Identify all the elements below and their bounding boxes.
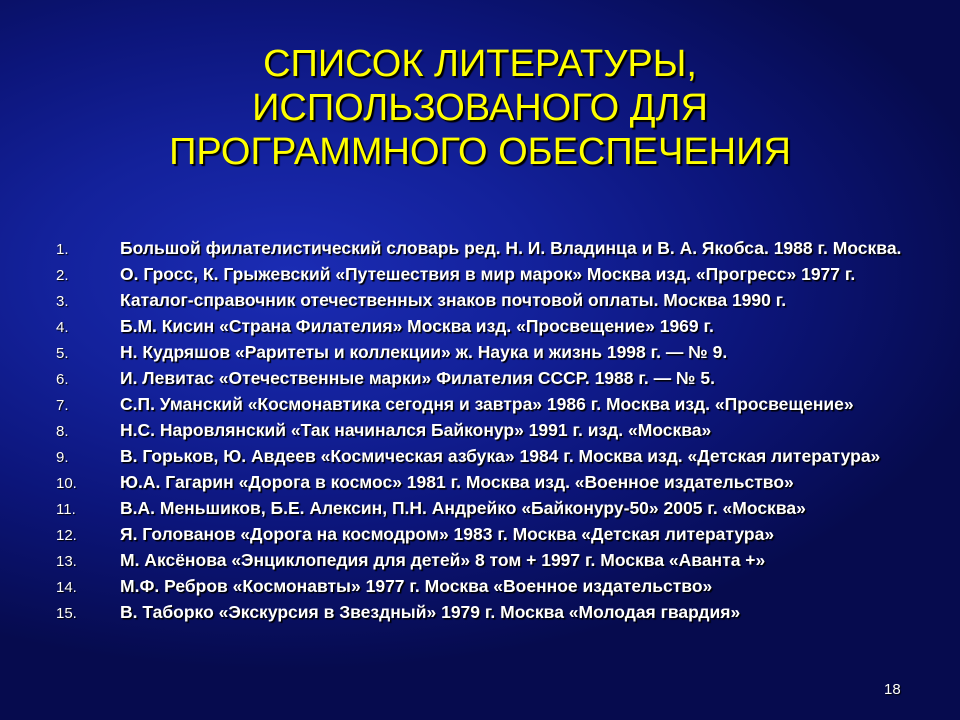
item-number: 3. (56, 293, 69, 310)
list-item (56, 552, 946, 570)
item-text: Каталог-справочник отечественных знаков почтовой оплаты. Москва 1990 г. (120, 290, 787, 310)
item-text: В.А. Меньшиков, Б.Е. Алексин, П.Н. Андрейко «Байконуру-50» 2005 г. «Москва» (120, 498, 806, 518)
item-number: 14. (56, 579, 77, 596)
item-number: 9. (56, 449, 69, 466)
list-item (56, 604, 946, 622)
item-text: И. Левитас «Отечественные марки» Филателия СССР. 1988 г. — № 5. (120, 368, 715, 388)
item-number: 10. (56, 475, 77, 492)
item-number: 13. (56, 553, 77, 570)
page-number: 18 (884, 681, 901, 698)
list-item (56, 292, 946, 310)
item-text: С.П. Уманский «Космонавтика сегодня и завтра» 1986 г. Москва изд. «Просвещение» (120, 394, 854, 414)
item-text: М. Аксёнова «Энциклопедия для детей» 8 том + 1997 г. Москва «Аванта +» (120, 550, 766, 570)
item-text: Я. Голованов «Дорога на космодром» 1983 г. Москва «Детская литература» (120, 524, 775, 544)
title-line: СПИСОК ЛИТЕРАТУРЫ, (263, 43, 697, 85)
item-number: 1. (56, 241, 69, 258)
item-text: В. Таборко «Экскурсия в Звездный» 1979 г. Москва «Молодая гвардия» (120, 602, 741, 622)
list-item (56, 266, 946, 284)
item-number: 5. (56, 345, 69, 362)
list-item (56, 370, 946, 388)
list-item (56, 240, 946, 258)
item-text: Б.М. Кисин «Страна Филателия» Москва изд. «Просвещение» 1969 г. (120, 316, 714, 336)
list-item (56, 500, 946, 518)
list-item (56, 526, 946, 544)
list-item (56, 422, 946, 440)
item-number: 8. (56, 423, 69, 440)
item-number: 4. (56, 319, 69, 336)
item-number: 11. (56, 501, 76, 518)
list-item (56, 448, 946, 466)
slide-title (40, 42, 920, 174)
list-item (56, 318, 946, 336)
item-text: В. Горьков, Ю. Авдеев «Космическая азбука» 1984 г. Москва изд. «Детская литература» (120, 446, 881, 466)
title-line: ПРОГРАММНОГО ОБЕСПЕЧЕНИЯ (169, 131, 791, 173)
reference-list (56, 240, 946, 630)
list-item (56, 578, 946, 596)
item-text: Н. Кудряшов «Раритеты и коллекции» ж. Наука и жизнь 1998 г. — № 9. (120, 342, 728, 362)
list-item (56, 344, 946, 362)
list-item (56, 396, 946, 414)
list-item (56, 474, 946, 492)
title-line: ИСПОЛЬЗОВАНОГО ДЛЯ (252, 87, 708, 129)
item-number: 15. (56, 605, 77, 622)
item-text: Ю.А. Гагарин «Дорога в космос» 1981 г. Москва изд. «Военное издательство» (120, 472, 794, 492)
item-text: Н.С. Наровлянский «Так начинался Байконур» 1991 г. изд. «Москва» (120, 420, 712, 440)
item-number: 6. (56, 371, 69, 388)
item-number: 2. (56, 267, 69, 284)
item-number: 7. (56, 397, 69, 414)
item-text: М.Ф. Ребров «Космонавты» 1977 г. Москва «Военное издательство» (120, 576, 713, 596)
item-text: Большой филателистический словарь ред. Н. И. Владинца и В. А. Якобса. 1988 г. Москва. (120, 238, 902, 258)
item-number: 12. (56, 527, 77, 544)
item-text: О. Гросс, К. Грыжевский «Путешествия в мир марок» Москва изд. «Прогресс» 1977 г. (120, 264, 856, 284)
